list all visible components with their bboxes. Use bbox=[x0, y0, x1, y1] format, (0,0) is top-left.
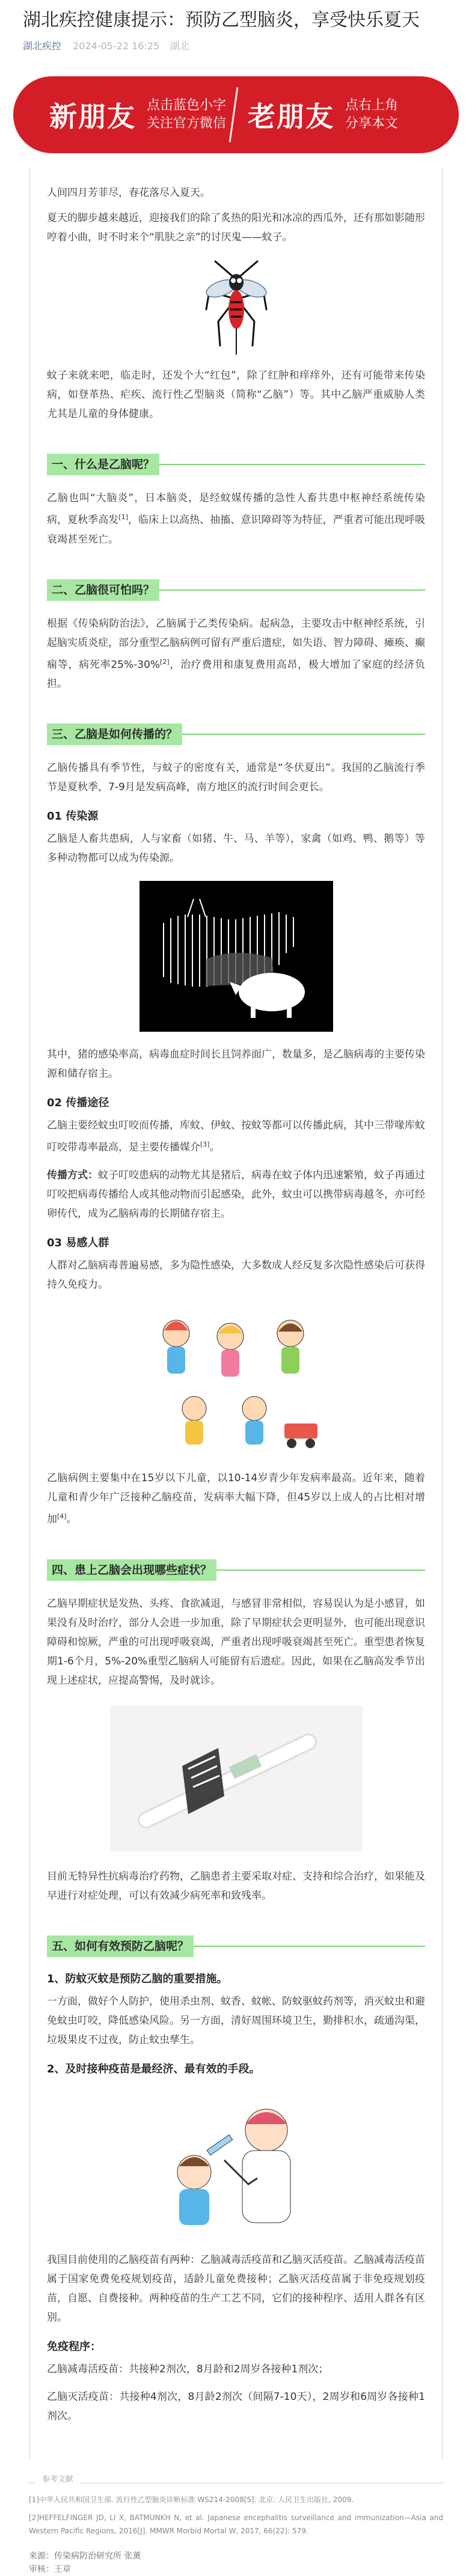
section-1-p1-tail: ，临床上以高热、抽搐、意识障碍等为特征，严重者可能出现呼吸衰竭甚至死亡。 bbox=[47, 514, 426, 546]
reference-1: [1]中华人民共和国卫生部. 流行性乙型脑炎诊断标准 WS214-2008[S]. 北京: 人民卫生出版社, 2009. bbox=[29, 2495, 354, 2504]
section-3-rule bbox=[182, 734, 425, 735]
section-3-p7 bbox=[47, 1469, 425, 1529]
section-3-p5 bbox=[47, 1166, 425, 1223]
article-title: 湖北疾控健康提示：预防乙型脑炎，享受快乐夏天 bbox=[23, 10, 420, 31]
ref-mark: [3] bbox=[200, 1140, 210, 1149]
reference-2: [2]HEFFELFINGER JD, LI X, BATMUNKH N, et al. Japanese encephalitis surveillance and immunization—Asia and Western Pacific Regions, 2016[J]. MMWR Morbid Mortal W, 2017, 66(22): 579. bbox=[29, 2513, 443, 2535]
section-3-title bbox=[47, 723, 425, 745]
references bbox=[29, 2474, 443, 2538]
section-3-p2: 乙脑是人畜共患病，人与家畜（如猪、牛、马、羊等），家禽（如鸡、鸭、鹅等）等多种动物都可以成为传染源。 bbox=[47, 833, 425, 865]
old-friend-line2: 分享本文 bbox=[345, 116, 399, 131]
section-5-p1: 一方面，做好个人防护，使用杀虫剂、蚊香、蚊帐、防蚊驱蚊药剂等，消灭蚊虫和避免蚊虫叮咬，降低感染风险。另一方面，清好周围环境卫生，勤排积水，疏通沟渠，垃圾果皮不过夜，防止蚊虫孳生。 bbox=[47, 1995, 425, 2046]
section-1-rule bbox=[159, 464, 425, 465]
section-4-rule bbox=[216, 1570, 425, 1571]
section-5-p2: 我国目前使用的乙脑疫苗有两种：乙脑减毒活疫苗和乙脑灭活疫苗。乙脑减毒活疫苗属于国家免费免疫规划疫苗，适龄儿童免费接种；乙脑灭活疫苗属于非免疫规划疫苗，自愿、自费接种。两种疫苗的生产工艺不同，它们的接种程序、适用人群各有区别。 bbox=[47, 2253, 425, 2324]
section-3-p4-tail: 。 bbox=[209, 1141, 220, 1154]
banner-right bbox=[248, 76, 398, 153]
section-2-heading: 二、乙脑很可怕吗？ bbox=[47, 579, 159, 601]
section-3-p6: 人群对乙脑病毒普遍易感，多为隐性感染，大多数成人经反复多次隐性感染后可获得持久免疫力。 bbox=[47, 1259, 425, 1291]
banner-divider bbox=[227, 87, 240, 142]
section-4-p2: 目前无特异性抗病毒治疗药物，乙脑患者主要采取对症、支持和综合治疗，如果能及早进行对症处理，可以有效减少病死率和致残率。 bbox=[47, 1870, 425, 1902]
credits bbox=[29, 2550, 443, 2576]
schedule-inactivated: 乙脑灭活疫苗：共接种4剂次，8月龄2剂次（间隔7-10天），2周岁和6周岁各接种1剂次。 bbox=[47, 2390, 425, 2422]
transmission-lead: 传播方式： bbox=[47, 1169, 98, 1181]
intro-p1: 人间四月芳菲尽，春花落尽入夏天。 bbox=[47, 187, 210, 199]
children-illustration bbox=[140, 1306, 333, 1457]
article-meta bbox=[23, 38, 449, 52]
section-1-heading: 一、什么是乙脑呢？ bbox=[47, 454, 159, 475]
section-2-p1-tail: ，治疗费用和康复费用高昂，极大增加了家庭的经济负担。 bbox=[47, 659, 425, 690]
banner-left bbox=[49, 76, 226, 153]
section-4-p1: 乙脑早期症状是发热、头疼、食欲减退，与感冒非常相似，容易误认为是小感冒，如果没有及时治疗，部分人会进一步加重，除了早期症状会更明显外，也可能出现意识障碍和惊厥，严重的可出现呼吸衰竭，严重者出现呼吸衰竭甚至死亡。重型患者恢复期1-6个月，5%-20%重型乙脑病人可能留有后遗症。因此，如果在乙脑高发季节出现上述症状，应提高警惕，及时就诊。 bbox=[47, 1597, 425, 1687]
section-4-heading: 四、患上乙脑会出现哪些症状？ bbox=[47, 1559, 216, 1581]
section-3-p3: 其中，猪的感染率高，病毒血症时间长且饲养面广，数量多，是乙脑病毒的主要传染源和储存宿主。 bbox=[47, 1049, 425, 1080]
subheading-vaccination: 2、及时接种疫苗是最经济、最有效的手段。 bbox=[47, 2062, 260, 2075]
schedule-live: 乙脑减毒活疫苗：共接种2剂次，8月龄和2周岁各接种1剂次； bbox=[47, 2363, 329, 2375]
source-line: 来源：传染病防治研究所 张薰 bbox=[29, 2551, 141, 2561]
livestock-illustration bbox=[139, 881, 333, 1032]
intro-p3: 蚊子来就来吧，临走时，还发个大“红包”，除了红肿和痒痒外，还有可能带来传染病，如登革热、疟疾、流行性乙型脑炎（简称“乙脑”）等。其中乙脑严重威胁人类尤其是儿童的身体健康。 bbox=[47, 370, 425, 420]
section-5-title bbox=[47, 1935, 425, 1957]
article-body bbox=[29, 168, 443, 2458]
references-label: 参考文献 bbox=[35, 2473, 81, 2484]
section-5-rule bbox=[194, 1946, 425, 1947]
intro-p2: 夏天的脚步越来越近，迎接我们的除了炙热的阳光和冰凉的西瓜外，还有那如影随形哼着小曲，时不时来个“肌肤之亲”的讨厌鬼——蚊子。 bbox=[47, 212, 425, 243]
section-2-title bbox=[47, 579, 425, 601]
new-friend-instructions bbox=[147, 97, 226, 133]
section-2-rule bbox=[159, 589, 425, 591]
section-1-p1-text: 乙脑也叫“大脑炎”，日本脑炎，是经蚊媒传播的急性人畜共患中枢神经系统传染病，夏秋季高发 bbox=[47, 492, 425, 526]
subheading-mosquito-control: 1、防蚊灭蚊是预防乙脑的重要措施。 bbox=[47, 1972, 228, 1985]
old-friend-label: 老朋友 bbox=[248, 100, 334, 133]
section-2-p1-text: 根据《传染病防治法》，乙脑属于乙类传染病。起病急，主要攻击中枢神经系统，引起脑实质炎症，部分重型乙脑病例可留有严重后遗症，如失语、智力障碍、瘫痪、癫痫等，病死率25%-30% bbox=[47, 617, 425, 671]
ref-mark: [4] bbox=[57, 1512, 67, 1520]
mosquito-illustration bbox=[203, 255, 269, 358]
intro bbox=[47, 168, 425, 424]
section-4-title bbox=[47, 1559, 425, 1581]
thermometer-photo bbox=[110, 1706, 363, 1851]
subheading-transmission: 02 传播途径 bbox=[47, 1097, 109, 1110]
section-3-p7-text: 乙脑病例主要集中在15岁以下儿童，以10-14岁青少年发病率最高。近年来，随着儿童和青少年广泛接种乙脑疫苗，发病率大幅下降，但45岁以上成人的占比相对增加 bbox=[47, 1472, 425, 1526]
follow-banner[interactable] bbox=[13, 76, 459, 153]
section-1-title bbox=[47, 454, 425, 475]
section-5-heading: 五、如何有效预防乙脑呢？ bbox=[47, 1935, 194, 1957]
publish-location: 湖北 bbox=[170, 40, 189, 52]
review-line: 审核：王章 bbox=[29, 2564, 71, 2574]
publish-date: 2024-05-22 16:25 bbox=[73, 40, 160, 52]
new-friend-line1: 点击蓝色小字 bbox=[147, 98, 227, 113]
new-friend-label: 新朋友 bbox=[49, 100, 136, 133]
author-link[interactable]: 湖北疾控 bbox=[23, 40, 62, 52]
section-2-p1 bbox=[47, 614, 425, 694]
section-3-p1: 乙脑传播具有季节性，与蚊子的密度有关，通常是“冬伏夏出”。我国的乙脑流行季节是夏秋季，7-9月是发病高峰，南方地区的流行时间会更长。 bbox=[47, 762, 425, 794]
vaccination-illustration bbox=[152, 2088, 320, 2238]
section-3-heading: 三、乙脑是如何传播的？ bbox=[47, 723, 182, 745]
section-3-p5-text: 蚊子叮咬患病的动物尤其是猪后，病毒在蚊子体内迅速繁殖，蚊子再通过叮咬把病毒传播给人或其他动物而引起感染，此外，蚊虫可以携带病毒越冬，亦可经卵传代，成为乙脑病毒的长期储存宿主。 bbox=[47, 1169, 425, 1220]
old-friend-line1: 点右上角 bbox=[345, 98, 399, 113]
ref-mark: [2] bbox=[160, 657, 170, 666]
section-1-p1 bbox=[47, 489, 425, 549]
new-friend-line2: 关注官方微信 bbox=[147, 116, 227, 131]
ref-mark: [1] bbox=[118, 513, 128, 521]
section-3-p4 bbox=[47, 1116, 425, 1157]
section-3-p4-text: 乙脑主要经蚊虫叮咬而传播，库蚊、伊蚊、按蚊等都可以传播此病，其中三带喙库蚊叮咬带毒率最高，是主要传播媒介 bbox=[47, 1119, 425, 1154]
section-3-p7-tail: 。 bbox=[66, 1513, 77, 1526]
subheading-susceptible: 03 易感人群 bbox=[47, 1236, 109, 1249]
old-friend-instructions bbox=[345, 97, 398, 133]
subheading-source: 01 传染源 bbox=[47, 810, 99, 823]
schedule-heading: 免疫程序： bbox=[47, 2340, 101, 2353]
